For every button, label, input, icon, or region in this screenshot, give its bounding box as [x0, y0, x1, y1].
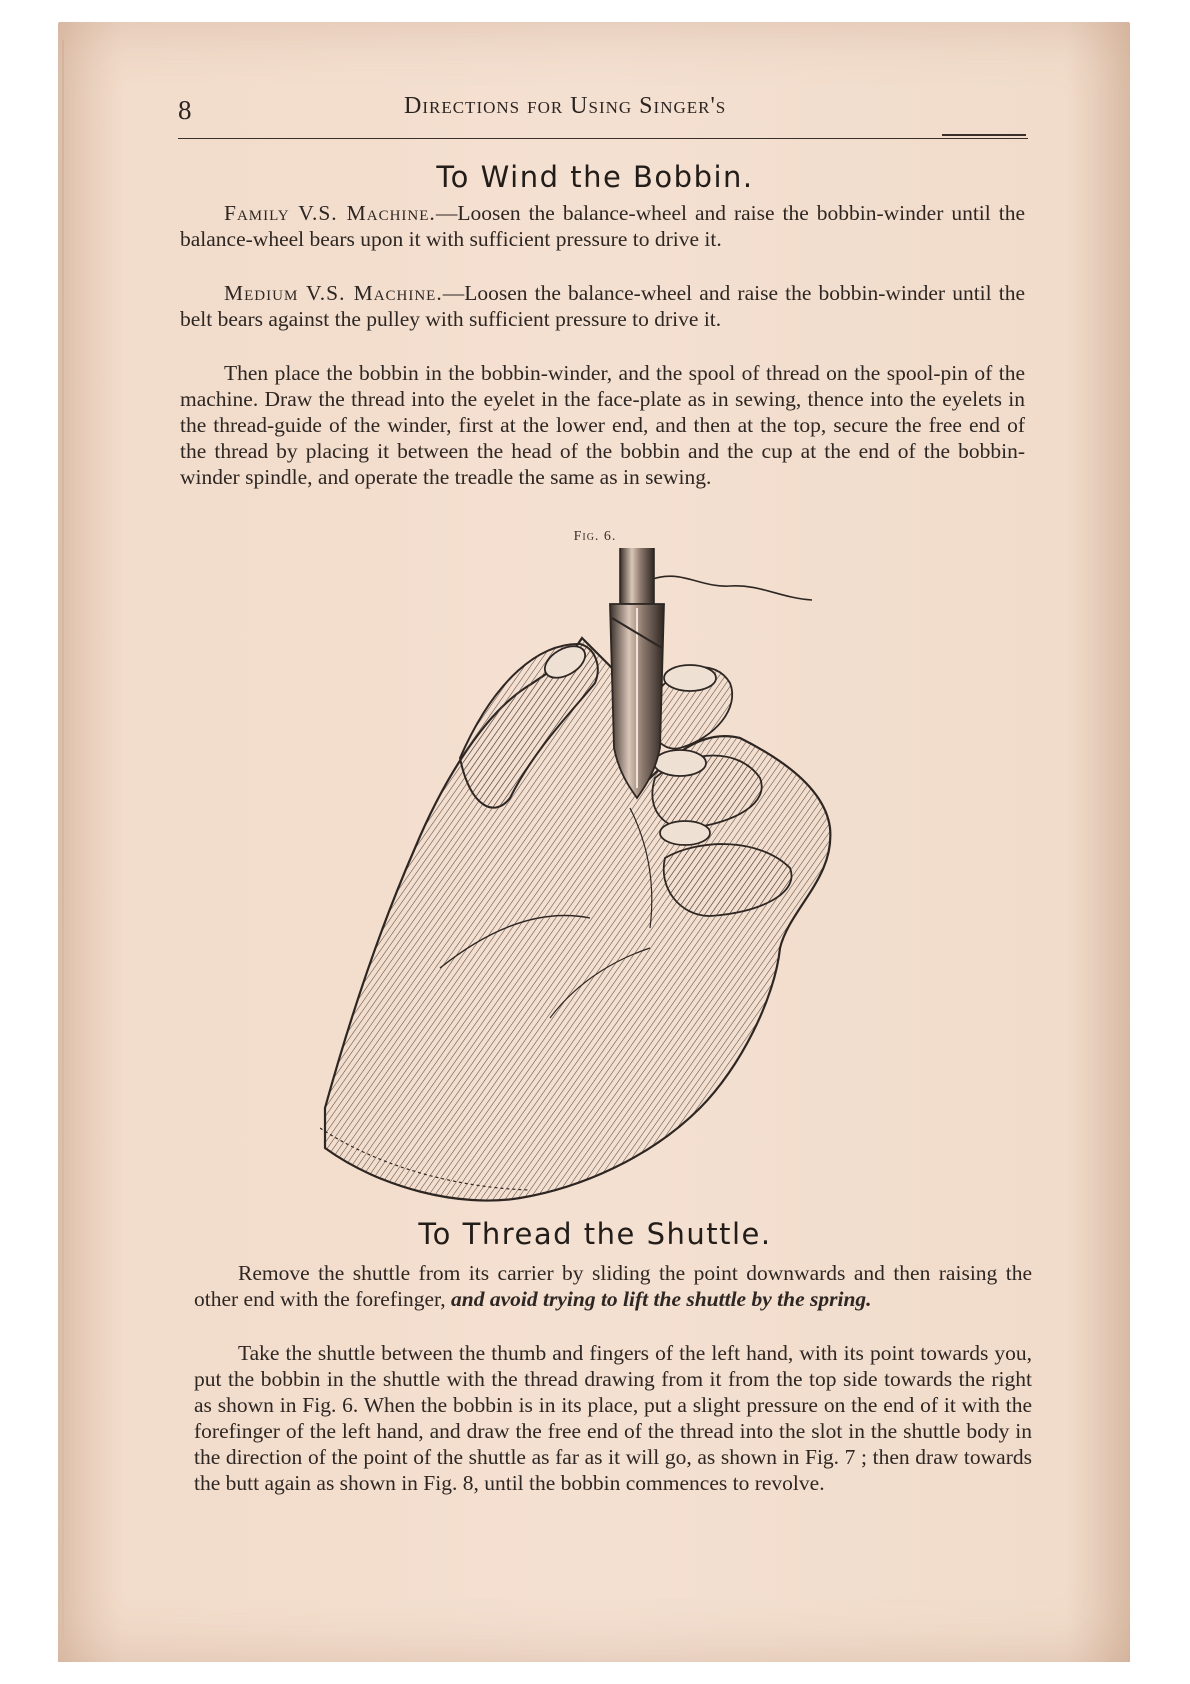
header-rule-accent: [942, 134, 1026, 136]
paragraph-text: Take the shuttle between the thumb and fingers of the left hand, with its point towards you, put the bobbin in the shuttle with the thread drawing from it from the top side towards the right as shown in Fig. 6. When the bobbin is in its place, put a slight pressure on the end of it with the forefinger of the left hand, and draw the free end of the thread into the slot in the shuttle body in the direction of the point of the shuttle as far as it will go, as shown in Fig. 7 ; then draw towards the butt again as shown in Fig. 8, until the bobbin commences to revolve.: [194, 1341, 1032, 1495]
page-edge-wear: [62, 40, 64, 1640]
paragraph-remove-shuttle: [194, 1260, 1032, 1312]
section-heading-thread-shuttle: To Thread the Shuttle.: [418, 1217, 772, 1251]
paragraph-threading-steps: [194, 1340, 1032, 1496]
paragraph-text: —Loosen the balance-wheel and raise the bobbin-winder until the balance-wheel bears upon it with sufficient pressure to drive it.: [180, 201, 1026, 251]
thread-line: [650, 576, 812, 600]
paragraph-lead: Medium V.S. Machine.: [224, 281, 443, 305]
hand-holding-shuttle-illustration: [320, 548, 880, 1208]
paragraph-text: —Loosen the balance-wheel and raise the bobbin-winder until the belt bears against the pulley with sufficient pressure to drive it.: [180, 281, 1025, 331]
section-heading-wind-bobbin: To Wind the Bobbin.: [436, 160, 754, 194]
paragraph-family-machine: [180, 200, 1025, 252]
paragraph-lead: Family V.S. Machine.: [224, 201, 436, 225]
running-title: Directions for Using Singer's: [404, 93, 727, 119]
shuttle-bobbin: [610, 548, 664, 798]
header-rule: [178, 138, 1028, 139]
paragraph-text: Then place the bobbin in the bobbin-winder, and the spool of thread on the spool-pin of the machine. Draw the thread into the eyelet in the face-plate as in sewing, thence into the eyelets in the thread-guide of the winder, first at the lower end, and then at the top, secure the free end of the thread by placing it between the head of the bobbin and the cup at the end of the bobbin-winder spindle, and operate the treadle the same as in sewing.: [180, 361, 1025, 489]
hand-shape: [325, 638, 830, 1201]
paragraph-medium-machine: [180, 280, 1025, 332]
figure-caption: Fig. 6.: [573, 529, 617, 544]
paragraph-emphasis: and avoid trying to lift the shuttle by the spring.: [451, 1287, 872, 1311]
paragraph-text: Remove the shuttle from its carrier by sliding the point downwards and then raising the other end with the forefinger,: [194, 1261, 1032, 1311]
page-header: [178, 93, 1028, 133]
page-number: 8: [178, 95, 192, 125]
paragraph-winding-steps: [180, 360, 1025, 490]
